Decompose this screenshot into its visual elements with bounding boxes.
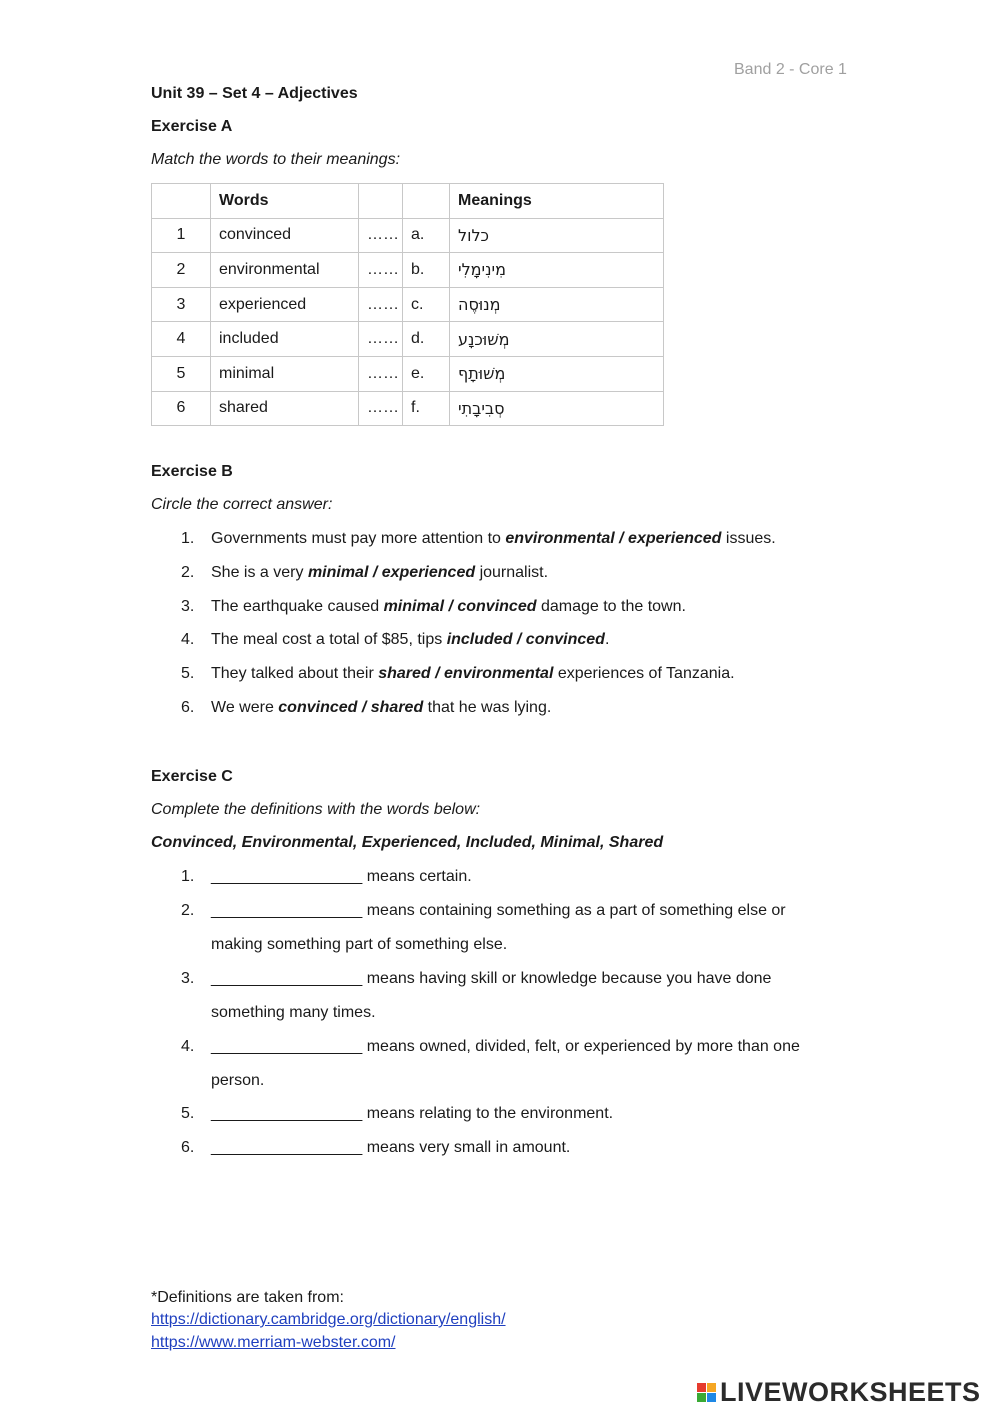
answer-choice[interactable]: minimal / experienced xyxy=(307,564,476,581)
item-text: means owned, divided, felt, or experienced by more than one xyxy=(362,1038,800,1055)
item-number: 1. xyxy=(181,868,195,885)
row-number: 3 xyxy=(152,287,211,322)
item-number: 2. xyxy=(181,902,195,919)
list-item xyxy=(181,1139,570,1157)
row-letter: d. xyxy=(403,322,450,357)
item-continuation: making something part of something else. xyxy=(211,936,508,953)
row-word: minimal xyxy=(211,356,359,391)
row-letter: e. xyxy=(403,356,450,391)
item-number: 5. xyxy=(181,665,195,682)
table-row xyxy=(152,287,664,322)
table-row xyxy=(152,253,664,288)
list-item xyxy=(181,1038,800,1056)
answer-dots[interactable]: …… xyxy=(359,253,403,288)
row-word: experienced xyxy=(211,287,359,322)
list-item xyxy=(181,970,771,988)
item-text: damage to the town. xyxy=(536,598,686,615)
row-meaning: מְשׁוּכנָע xyxy=(450,322,664,357)
table-row xyxy=(152,356,664,391)
merriam-webster-link[interactable]: https://www.merriam-webster.com/ xyxy=(151,1334,396,1351)
list-item xyxy=(181,868,472,886)
item-number: 5. xyxy=(181,1105,195,1122)
item-number: 2. xyxy=(181,564,195,581)
answer-choice[interactable]: environmental / experienced xyxy=(505,530,722,547)
item-text: journalist. xyxy=(475,564,549,581)
logo-mark-icon xyxy=(697,1383,716,1402)
item-text: She is a very xyxy=(211,564,308,581)
item-text: experiences of Tanzania. xyxy=(553,665,735,682)
item-continuation: person. xyxy=(211,1072,265,1089)
list-item xyxy=(181,564,548,582)
row-meaning: כלול xyxy=(450,218,664,253)
item-text: means certain. xyxy=(362,868,472,885)
header-letter-cell xyxy=(403,184,450,219)
exercise-b-instruction: Circle the correct answer: xyxy=(151,496,333,513)
row-meaning: מְשׁוּתָף xyxy=(450,356,664,391)
logo-square-icon xyxy=(707,1393,716,1402)
item-text: means very small in amount. xyxy=(362,1139,571,1156)
row-meaning: מִינִימָלִי xyxy=(450,253,664,288)
header-blank-cell xyxy=(359,184,403,219)
table-header-row xyxy=(152,184,664,219)
answer-blank[interactable]: _________________ xyxy=(211,1105,363,1122)
row-letter: f. xyxy=(403,391,450,426)
item-number: 3. xyxy=(181,970,195,987)
answer-blank[interactable]: _________________ xyxy=(211,970,363,987)
exercise-a-title: Exercise A xyxy=(151,118,233,135)
answer-dots[interactable]: …… xyxy=(359,218,403,253)
word-bank: Convinced, Environmental, Experienced, Included, Minimal, Shared xyxy=(151,834,664,851)
list-item xyxy=(181,699,551,717)
logo-text: LIVEWORKSHEETS xyxy=(720,1377,981,1407)
row-number: 4 xyxy=(152,322,211,357)
cambridge-link[interactable]: https://dictionary.cambridge.org/dictionary/english/ xyxy=(151,1311,506,1328)
row-meaning: סְבִיבָתִי xyxy=(450,391,664,426)
logo-square-icon xyxy=(697,1393,706,1402)
row-meaning: מְנוּסֶה xyxy=(450,287,664,322)
answer-dots[interactable]: …… xyxy=(359,356,403,391)
answer-choice[interactable]: minimal / convinced xyxy=(383,598,537,615)
answer-choice[interactable]: convinced / shared xyxy=(278,699,424,716)
row-word: convinced xyxy=(211,218,359,253)
row-letter: b. xyxy=(403,253,450,288)
answer-blank[interactable]: _________________ xyxy=(211,1139,363,1156)
list-item xyxy=(181,1105,613,1123)
exercise-c-title: Exercise C xyxy=(151,768,233,785)
row-number: 5 xyxy=(152,356,211,391)
item-text: means containing something as a part of something else or xyxy=(362,902,786,919)
table-row xyxy=(152,218,664,253)
item-text: They talked about their xyxy=(211,665,379,682)
exercise-a-instruction: Match the words to their meanings: xyxy=(151,151,401,168)
answer-blank[interactable]: _________________ xyxy=(211,902,363,919)
list-item xyxy=(181,530,776,548)
answer-blank[interactable]: _________________ xyxy=(211,868,363,885)
list-item xyxy=(181,665,735,683)
list-item xyxy=(181,631,609,649)
band-label: Band 2 - Core 1 xyxy=(734,61,847,78)
item-text: issues. xyxy=(721,530,776,547)
answer-dots[interactable]: …… xyxy=(359,391,403,426)
answer-dots[interactable]: …… xyxy=(359,287,403,322)
row-letter: a. xyxy=(403,218,450,253)
exercise-c-instruction: Complete the definitions with the words below: xyxy=(151,801,481,818)
logo-square-icon xyxy=(697,1383,706,1392)
header-num-cell xyxy=(152,184,211,219)
item-number: 1. xyxy=(181,530,195,547)
item-text: . xyxy=(604,631,610,648)
table-row xyxy=(152,322,664,357)
definitions-note: *Definitions are taken from: xyxy=(151,1289,344,1306)
unit-title: Unit 39 – Set 4 – Adjectives xyxy=(151,85,358,102)
answer-blank[interactable]: _________________ xyxy=(211,1038,363,1055)
item-number: 6. xyxy=(181,1139,195,1156)
row-word: environmental xyxy=(211,253,359,288)
table-row xyxy=(152,391,664,426)
item-number: 6. xyxy=(181,699,195,716)
header-meanings: Meanings xyxy=(450,184,664,219)
row-number: 1 xyxy=(152,218,211,253)
item-text: The earthquake caused xyxy=(211,598,384,615)
list-item xyxy=(181,598,686,616)
answer-choice[interactable]: shared / environmental xyxy=(378,665,554,682)
item-continuation: something many times. xyxy=(211,1004,376,1021)
row-word: included xyxy=(211,322,359,357)
item-text: Governments must pay more attention to xyxy=(211,530,506,547)
answer-choice[interactable]: included / convinced xyxy=(446,631,605,648)
item-text: that he was lying. xyxy=(423,699,552,716)
item-number: 4. xyxy=(181,1038,195,1055)
header-words: Words xyxy=(211,184,359,219)
row-number: 6 xyxy=(152,391,211,426)
item-text: means having skill or knowledge because you have done xyxy=(362,970,772,987)
row-word: shared xyxy=(211,391,359,426)
item-text: means relating to the environment. xyxy=(362,1105,614,1122)
row-letter: c. xyxy=(403,287,450,322)
item-number: 3. xyxy=(181,598,195,615)
item-text: The meal cost a total of $85, tips xyxy=(211,631,447,648)
exercise-b-title: Exercise B xyxy=(151,463,233,480)
item-number: 4. xyxy=(181,631,195,648)
logo-square-icon xyxy=(707,1383,716,1392)
answer-dots[interactable]: …… xyxy=(359,322,403,357)
matching-table xyxy=(151,183,664,426)
list-item xyxy=(181,902,786,920)
row-number: 2 xyxy=(152,253,211,288)
item-text: We were xyxy=(211,699,279,716)
liveworksheets-logo xyxy=(697,1377,981,1408)
